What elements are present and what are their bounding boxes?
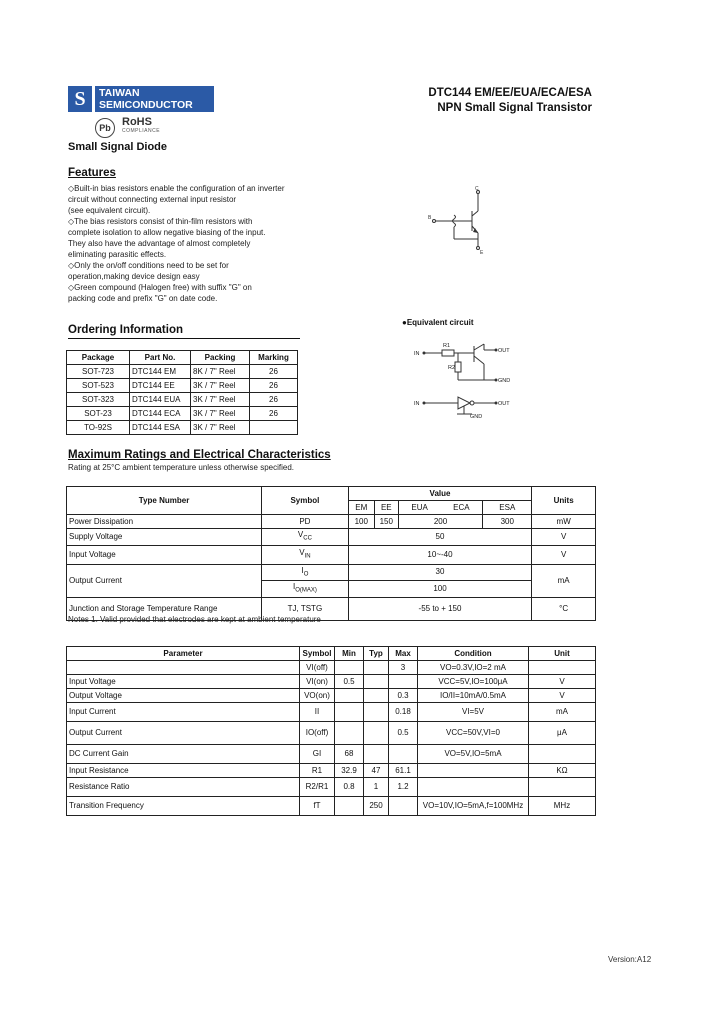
table-row	[67, 545, 596, 564]
table-cell: 250	[364, 797, 389, 816]
table-cell: 3K / 7" Reel	[191, 393, 250, 407]
table-row	[67, 764, 596, 778]
table-cell: MHz	[529, 797, 596, 816]
feature-line: operation,making device design easy	[68, 272, 200, 281]
table-row	[67, 407, 298, 421]
table-cell: 8K / 7" Reel	[191, 365, 250, 379]
eq-r2-label: R2	[448, 365, 456, 371]
table-row	[67, 515, 596, 529]
mr-col-units: Units	[532, 487, 596, 515]
table-cell	[262, 545, 349, 564]
table-cell: IO/II=10mA/0.5mA	[418, 689, 529, 703]
table-cell: 1	[364, 778, 389, 797]
symbol-main: V	[299, 547, 305, 557]
table-cell	[529, 745, 596, 764]
table-cell: VI(off)	[300, 661, 335, 675]
equivalent-circuit-diagram	[412, 334, 522, 424]
table-cell: 26	[250, 393, 298, 407]
mr-sub-col: EUA	[398, 501, 440, 515]
table-cell: PD	[262, 515, 349, 529]
electrical-characteristics-table	[66, 646, 596, 816]
table-cell: fT	[300, 797, 335, 816]
table-cell: Input Voltage	[67, 545, 262, 564]
feature-line: ◇The bias resistors consist of thin-film resistors with	[68, 217, 253, 226]
table-cell: V	[532, 529, 596, 546]
table-cell	[335, 797, 364, 816]
table-row	[67, 564, 596, 581]
ordering-col-header: Package	[67, 351, 130, 365]
mr-sub-col: EM	[348, 501, 374, 515]
feature-line: ◇Green compound (Halogen free) with suffix "G" on	[68, 283, 252, 292]
mr-sub-col: ESA	[483, 501, 532, 515]
table-cell: Output Current	[67, 722, 300, 745]
table-cell: VCC=50V,VI=0	[418, 722, 529, 745]
table-cell: 100	[348, 515, 374, 529]
table-cell: mA	[532, 564, 596, 597]
table-cell: Power Dissipation	[67, 515, 262, 529]
table-cell: VI(on)	[300, 675, 335, 689]
table-cell	[335, 689, 364, 703]
eq-out-label: OUT	[498, 348, 510, 354]
table-cell	[250, 421, 298, 435]
table-cell: R2/R1	[300, 778, 335, 797]
table-cell: VCC=5V,IO=100μA	[418, 675, 529, 689]
symbol-sub: O	[303, 571, 309, 578]
ordering-header-row	[67, 351, 298, 365]
table-row	[67, 703, 596, 722]
table-cell	[262, 564, 349, 581]
table-cell: Transition Frequency	[67, 797, 300, 816]
table-cell	[364, 722, 389, 745]
eq-gnd-label-2: GND	[470, 414, 483, 420]
table-cell: 26	[250, 379, 298, 393]
symbol-main: I	[292, 582, 296, 592]
feature-line: eliminating parasitic effects.	[68, 250, 167, 259]
mr-col-value: Value	[348, 487, 532, 501]
pin-b-label: B	[428, 215, 432, 221]
table-cell: 47	[364, 764, 389, 778]
table-cell	[364, 703, 389, 722]
eq-r1-label: R1	[443, 343, 451, 349]
table-cell: 100	[348, 581, 532, 598]
pin-c-label: C	[475, 186, 479, 192]
ordering-heading: Ordering Information	[68, 324, 183, 336]
table-cell: Input Current	[67, 703, 300, 722]
table-cell: V	[532, 545, 596, 564]
logo-line-1: TAIWAN	[99, 87, 140, 99]
mr-sub-col: EE	[374, 501, 398, 515]
table-cell: V	[529, 675, 596, 689]
eq-out-label-2: OUT	[498, 401, 510, 407]
table-cell: VO=5V,IO=5mA	[418, 745, 529, 764]
equivalent-circuit-label: ●Equivalent circuit	[402, 318, 474, 327]
table-cell: 3K / 7" Reel	[191, 379, 250, 393]
table-cell: SOT-723	[67, 365, 130, 379]
feature-line: (see equivalent circuit).	[68, 206, 151, 215]
ec-header-row	[67, 647, 596, 661]
table-cell: 0.8	[335, 778, 364, 797]
max-ratings-heading: Maximum Ratings and Electrical Characteristics	[68, 449, 331, 461]
eq-in-label-2: IN	[414, 401, 420, 407]
table-cell: 0.18	[389, 703, 418, 722]
table-cell	[364, 745, 389, 764]
table-row	[67, 393, 298, 407]
table-cell: TO-92S	[67, 421, 130, 435]
table-cell: DTC144 ESA	[130, 421, 191, 435]
max-ratings-footnote: Notes 1. Valid provided that electrodes are kept at ambient temperature	[68, 615, 321, 624]
table-cell: R1	[300, 764, 335, 778]
mr-col-symbol: Symbol	[262, 487, 349, 515]
ec-col-header: Parameter	[67, 647, 300, 661]
table-row	[67, 529, 596, 546]
table-cell: Input Voltage	[67, 675, 300, 689]
table-cell	[262, 529, 349, 546]
ordering-heading-rule	[68, 338, 300, 339]
table-cell: TJ, TSTG	[262, 597, 349, 620]
table-cell: mA	[529, 703, 596, 722]
table-cell: 3K / 7" Reel	[191, 421, 250, 435]
table-cell: Supply Voltage	[67, 529, 262, 546]
table-cell: 0.3	[389, 689, 418, 703]
table-row	[67, 778, 596, 797]
table-row	[67, 661, 596, 675]
table-cell: 50	[348, 529, 532, 546]
table-row	[67, 379, 298, 393]
table-cell: 1.2	[389, 778, 418, 797]
table-cell	[364, 689, 389, 703]
table-cell: KΩ	[529, 764, 596, 778]
table-cell: 61.1	[389, 764, 418, 778]
table-cell: 0.5	[389, 722, 418, 745]
table-cell	[364, 661, 389, 675]
table-cell: IO(off)	[300, 722, 335, 745]
table-cell: μA	[529, 722, 596, 745]
feature-line: ◇Only the on/off conditions need to be set for	[68, 261, 229, 270]
max-ratings-note: Rating at 25°C ambient temperature unless otherwise specified.	[68, 463, 294, 472]
table-cell: Resistance Ratio	[67, 778, 300, 797]
ec-col-header: Min	[335, 647, 364, 661]
transistor-symbol-diagram	[420, 185, 500, 255]
table-cell: 10~-40	[348, 545, 532, 564]
table-cell: II	[300, 703, 335, 722]
table-cell: GI	[300, 745, 335, 764]
table-cell	[335, 703, 364, 722]
table-cell: SOT-523	[67, 379, 130, 393]
feature-line: ◇Built-in bias resistors enable the configuration of an inverter	[68, 184, 285, 193]
table-cell: 30	[348, 564, 532, 581]
table-cell	[364, 675, 389, 689]
table-cell	[418, 778, 529, 797]
symbol-sub: O(MAX)	[295, 587, 317, 594]
table-cell: 3	[389, 661, 418, 675]
rohs-badge: RoHS	[122, 116, 152, 128]
table-cell	[418, 764, 529, 778]
table-cell	[335, 722, 364, 745]
table-cell: VO=10V,IO=5mA,f=100MHz	[418, 797, 529, 816]
table-cell	[389, 745, 418, 764]
table-cell: 26	[250, 365, 298, 379]
eq-gnd-label: GND	[498, 378, 511, 384]
table-cell: SOT-323	[67, 393, 130, 407]
table-cell: DTC144 ECA	[130, 407, 191, 421]
part-title: DTC144 EM/EE/EUA/ECA/ESA	[428, 87, 592, 99]
table-cell: VO(on)	[300, 689, 335, 703]
symbol-sub: CC	[303, 535, 312, 542]
table-cell: Output Current	[67, 564, 262, 597]
table-cell: VI=5V	[418, 703, 529, 722]
symbol-sub: IN	[304, 553, 311, 560]
table-row	[67, 722, 596, 745]
table-cell: -55 to + 150	[348, 597, 532, 620]
rohs-sub-label: COMPLIANCE	[122, 128, 161, 134]
table-cell: 3K / 7" Reel	[191, 407, 250, 421]
symbol-main: V	[297, 530, 304, 539]
table-cell: 0.5	[335, 675, 364, 689]
max-ratings-table	[66, 486, 596, 621]
table-row	[67, 689, 596, 703]
ordering-col-header: Packing	[191, 351, 250, 365]
table-cell: V	[529, 689, 596, 703]
part-subtitle: NPN Small Signal Transistor	[437, 102, 592, 114]
table-cell: Output Voltage	[67, 689, 300, 703]
table-row	[67, 365, 298, 379]
table-cell	[529, 778, 596, 797]
table-cell: Input Resistance	[67, 764, 300, 778]
table-cell: 68	[335, 745, 364, 764]
ordering-table	[66, 350, 298, 435]
features-list	[68, 183, 308, 304]
table-cell: DTC144 EM	[130, 365, 191, 379]
table-cell	[529, 661, 596, 675]
table-cell: °C	[532, 597, 596, 620]
table-cell: Junction and Storage Temperature Range	[67, 597, 262, 620]
table-cell: 150	[374, 515, 398, 529]
table-row	[67, 797, 596, 816]
company-logo	[68, 86, 214, 112]
table-row	[67, 487, 596, 501]
pin-e-label: E	[480, 250, 484, 255]
table-cell	[389, 797, 418, 816]
feature-line: complete isolation to allow negative biasing of the input.	[68, 228, 266, 237]
ordering-col-header: Marking	[250, 351, 298, 365]
table-row	[67, 675, 596, 689]
table-cell: 26	[250, 407, 298, 421]
table-cell	[67, 661, 300, 675]
logo-line-2: SEMICONDUCTOR	[99, 99, 193, 111]
table-row	[67, 421, 298, 435]
table-cell: mW	[532, 515, 596, 529]
features-heading: Features	[68, 167, 116, 179]
table-cell: 300	[483, 515, 532, 529]
table-cell	[335, 661, 364, 675]
table-cell: DC Current Gain	[67, 745, 300, 764]
ec-col-header: Typ	[364, 647, 389, 661]
version-label: Version:A12	[608, 955, 652, 964]
feature-line: They also have the advantage of almost completely	[68, 239, 251, 248]
table-cell: 200	[398, 515, 483, 529]
table-cell	[262, 581, 349, 598]
table-cell: VO=0.3V,IO=2 mA	[418, 661, 529, 675]
table-cell: DTC144 EUA	[130, 393, 191, 407]
ec-col-header: Unit	[529, 647, 596, 661]
ec-col-header: Condition	[418, 647, 529, 661]
logo-mark: S	[68, 86, 92, 112]
mr-sub-col: ECA	[441, 501, 483, 515]
feature-line: packing code and prefix "G" on date code.	[68, 294, 218, 303]
feature-line: circuit without connecting external input resistor	[68, 195, 237, 204]
table-cell	[389, 675, 418, 689]
ordering-col-header: Part No.	[130, 351, 191, 365]
eq-in-label: IN	[414, 351, 420, 357]
mr-col-type: Type Number	[67, 487, 262, 515]
doc-subtitle: Small Signal Diode	[68, 141, 168, 153]
pb-free-badge: Pb	[95, 118, 115, 138]
table-cell: 32.9	[335, 764, 364, 778]
ec-col-header: Symbol	[300, 647, 335, 661]
table-cell: DTC144 EE	[130, 379, 191, 393]
table-cell: SOT-23	[67, 407, 130, 421]
table-row	[67, 745, 596, 764]
symbol-main: I	[301, 565, 304, 575]
ec-col-header: Max	[389, 647, 418, 661]
